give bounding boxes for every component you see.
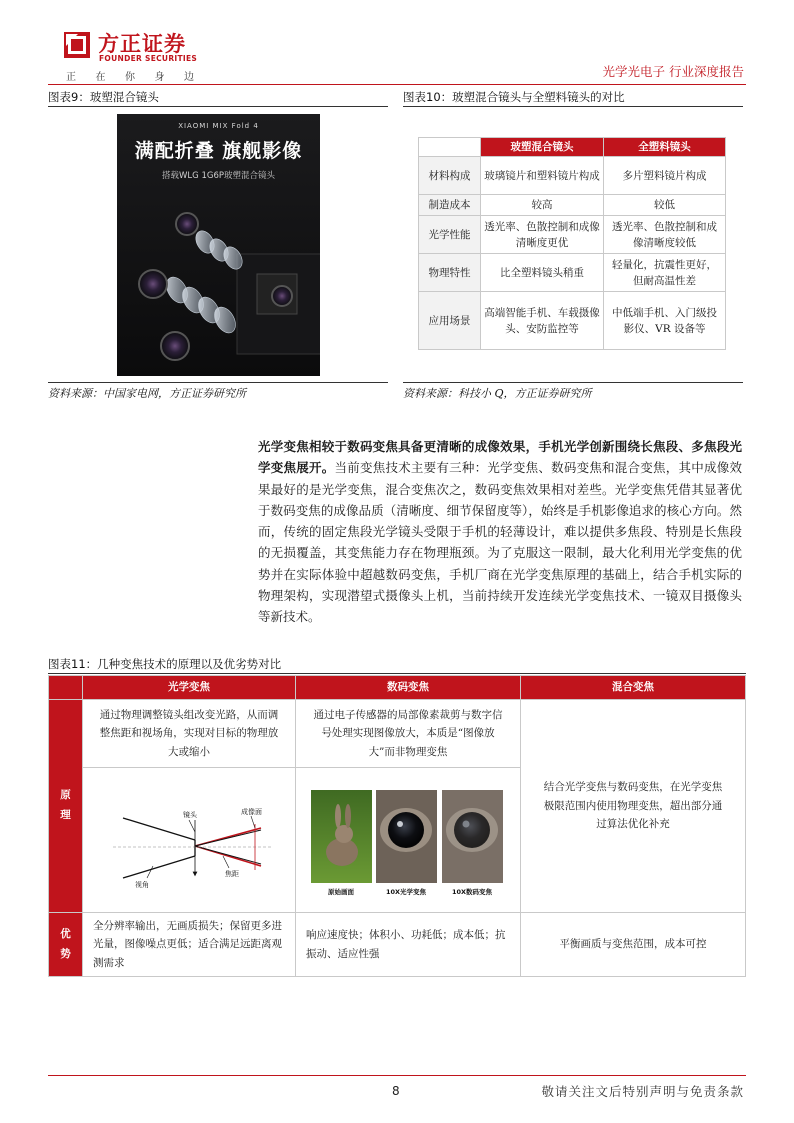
optical-zoom-diagram (83, 770, 294, 910)
fig10-title: 图表10：玻塑混合镜头与全塑料镜头的对比 (403, 90, 625, 104)
hybrid-advantage-cell: 平衡画质与变焦范围，成本可控 (521, 913, 746, 977)
photo-caption: 10X数码变焦 (451, 888, 493, 896)
slogan-char: 正 (66, 72, 76, 83)
comparison-table (418, 137, 726, 350)
paragraph-text: 当前变焦技术主要有三种：光学变焦、数码变焦和混合变焦，其中成像效果最好的是光学变焦，混合变焦次之，数码变焦效果相对差些。光学变焦凭借其显著优于数码变焦的成像品质（清晰度、细节保留度等），始终是手机影像追求的核心方向。然而，传统的固定焦段光学镜头受限于手机的轻薄设计，难以提供多焦段、特别是长焦段的无损覆盖，其变焦能力存在物理瓶颈。为了克服这一限制，最大化利用光学变焦的优势并在实际体验中超越数码变焦，手机厂商在光学变焦原理的基础上，结合手机实际的物理架构，实现潜望式摄像头上机，当前持续开发连续光学变焦技术、一镜双目摄像头等新技术。 (258, 460, 742, 625)
digital-advantage-cell: 响应速度快；体积小、功耗低；成本低；抗振动、适应性强 (296, 913, 521, 977)
header-divider (48, 84, 746, 85)
report-type: 光学光电子 行业深度报告 (602, 64, 744, 79)
diagram-label-image-plane: 成像面 (241, 808, 262, 816)
fig10-bottom-rule (403, 382, 743, 383)
logo-text-en: FOUNDER SECURITIES (99, 54, 198, 63)
slogan-char: 边 (184, 72, 194, 83)
column-header: 数码变焦 (296, 676, 521, 700)
row-label: 材料构成 (419, 157, 481, 195)
row-label: 物理特性 (419, 254, 481, 292)
corner-cell (419, 138, 481, 157)
fig9-source: 资料来源：中国家电网，方正证券研究所 (48, 387, 246, 400)
optical-principle-cell: 通过物理调整镜头组改变光路，从而调整焦距和视场角，实现对目标的物理放大或缩小 (83, 700, 296, 768)
table-cell: 较高 (481, 195, 604, 216)
diagram-label-focal: 焦距 (225, 870, 239, 878)
row-label: 应用场景 (419, 292, 481, 350)
row-label: 制造成本 (419, 195, 481, 216)
diagram-label-lens: 镜头 (183, 811, 197, 819)
phone-promo-image (117, 114, 320, 376)
row-label-advantage: 优势 (49, 913, 83, 977)
fig11-title: 图表11：几种变焦技术的原理以及优劣势对比 (48, 657, 282, 671)
table-cell: 高端智能手机、车载摄像头、安防监控等 (481, 292, 604, 350)
fig10-top-rule (403, 106, 743, 107)
slogan-char: 身 (154, 72, 165, 83)
column-header: 玻塑混合镜头 (481, 138, 604, 157)
column-header: 全塑料镜头 (604, 138, 726, 157)
table-cell: 多片塑料镜片构成 (604, 157, 726, 195)
founder-logo-icon (62, 30, 92, 60)
table-cell: 轻量化，抗震性更好，但耐高温性差 (604, 254, 726, 292)
optical-advantage-cell: 全分辨率输出，无画质损失；保留更多进光量，图像噪点更低；适合满足远距离观测需求 (83, 913, 296, 977)
optical-diagram-cell (83, 768, 296, 913)
body-paragraph (258, 436, 742, 628)
row-label: 光学性能 (419, 216, 481, 254)
table-cell: 中低端手机、入门级投影仪、VR 设备等 (604, 292, 726, 350)
table-cell: 透光率、色散控制和成像清晰度较低 (604, 216, 726, 254)
row-label-principle: 原理 (49, 700, 83, 913)
digital-principle-cell: 通过电子传感器的局部像素裁剪与数字信号处理实现图像放大，本质是“图像放大”而非物理变焦 (296, 700, 521, 768)
footer-divider (48, 1075, 746, 1076)
promo-brand: XIAOMI MIX Fold 4 (178, 122, 259, 130)
fig9-bottom-rule (48, 382, 388, 383)
table-cell: 玻璃镜片和塑料镜片构成 (481, 157, 604, 195)
paragraph-lead: 光学变焦相较于数码变焦具备更清晰的成像效果，手机光学创新围绕长焦段、多焦段光学变焦展开。 (258, 439, 742, 476)
photo-caption: 10X光学变焦 (385, 888, 427, 896)
zoom-comparison-table (48, 675, 746, 977)
zoom-comparison-photos (296, 770, 519, 910)
slogan (66, 68, 194, 83)
exploded-lens-icon (117, 194, 320, 376)
fig9-title: 图表9：玻塑混合镜头 (48, 90, 159, 104)
slogan-char: 你 (125, 72, 135, 83)
corner-cell (49, 676, 83, 700)
table-cell: 比全塑料镜头稍重 (481, 254, 604, 292)
table-cell: 透光率、色散控制和成像清晰度更优 (481, 216, 604, 254)
digital-photos-cell (296, 768, 521, 913)
promo-subtitle: 搭载WLG 1G6P玻塑混合镜头 (162, 171, 275, 181)
hybrid-principle-cell: 结合光学变焦与数码变焦，在光学变焦极限范围内使用物理变焦，超出部分通过算法优化补充 (521, 700, 746, 913)
logo-text-cn: 方正证券 (98, 32, 186, 56)
diagram-label-view-angle: 视角 (135, 881, 149, 889)
fig11-top-rule (48, 673, 746, 674)
fig10-source: 资料来源：科技小 Q，方正证券研究所 (403, 387, 592, 400)
table-cell: 较低 (604, 195, 726, 216)
slogan-char: 在 (95, 72, 106, 83)
promo-title: 满配折叠 旗舰影像 (134, 140, 303, 162)
fig9-top-rule (48, 106, 388, 107)
footer-disclaimer: 敬请关注文后特别声明与免责条款 (541, 1084, 744, 1099)
photo-caption: 原始画面 (328, 888, 354, 896)
page-number: 8 (392, 1084, 400, 1098)
column-header: 光学变焦 (83, 676, 296, 700)
column-header: 混合变焦 (521, 676, 746, 700)
